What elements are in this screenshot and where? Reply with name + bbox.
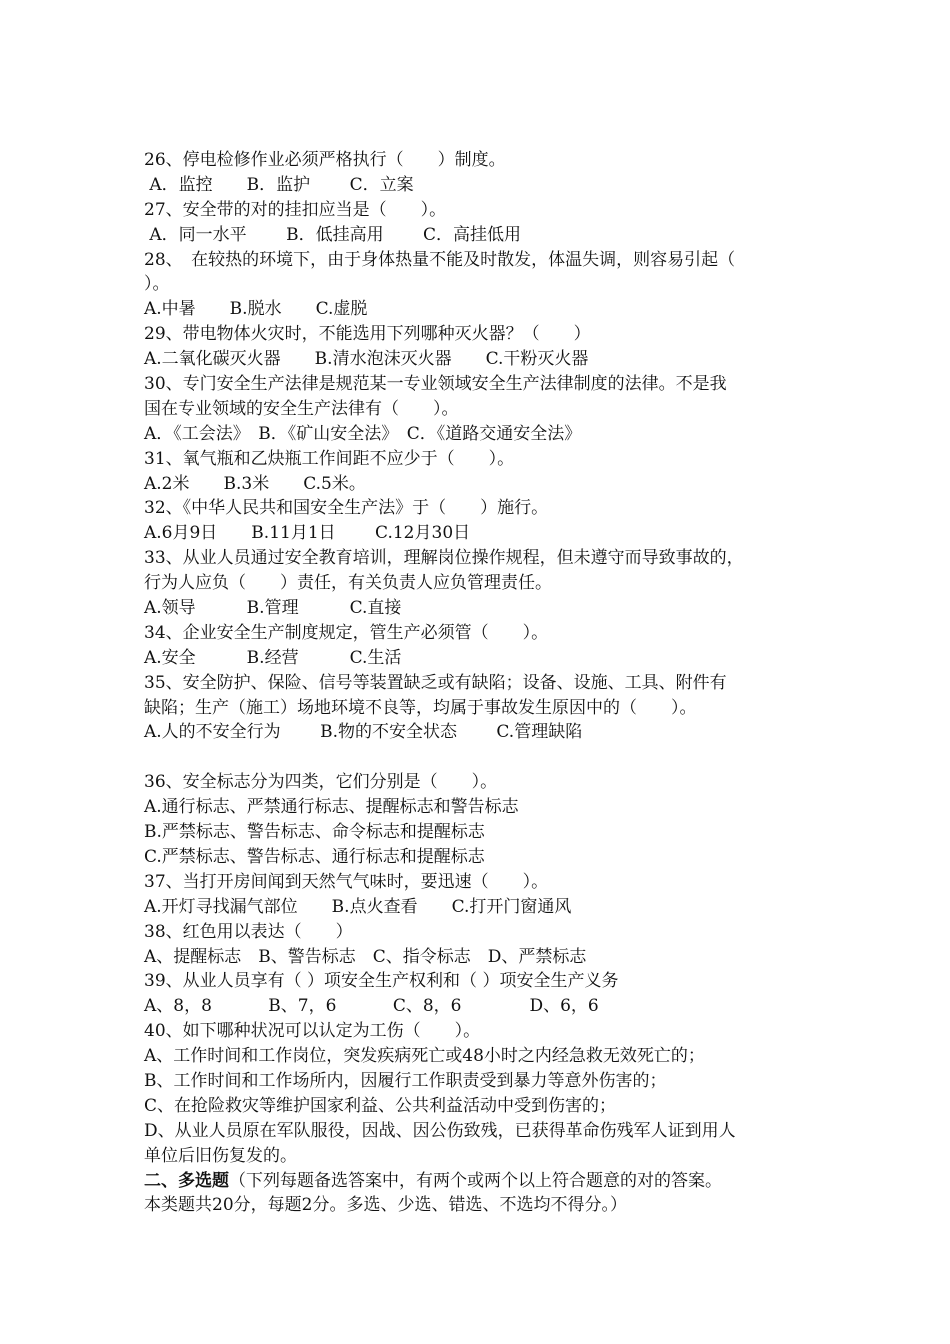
section-2-instruction-cont: 本类题共20分，每题2分。多选、少选、错选、不选均不得分。） (144, 1195, 627, 1216)
text-line: 28、 在较热的环境下，由于身体热量不能及时散发，体温失调，则容易引起（ (144, 249, 736, 270)
text-line: D、从业人员原在军队服役，因战、因公伤致残，已获得革命伤残军人证到用人 (144, 1120, 736, 1141)
text-line: A．《工会法》 B．《矿山安全法》 C．《道路交通安全法》 (144, 423, 582, 444)
section-2-instruction: （下列每题备选答案中，有两个或两个以上符合题意的对的答案。 (229, 1170, 722, 1191)
text-line: 36、安全标志分为四类，它们分别是（ ）。 (144, 772, 498, 793)
questions-block-26-35 (144, 148, 814, 745)
questions-block-36-40 (144, 770, 814, 1168)
text-line: 35、安全防护、保险、信号等装置缺乏或有缺陷；设备、设施、工具、附件有 (144, 672, 727, 693)
text-line: 行为人应负（ ）责任，有关负责人应负管理责任。 (144, 573, 552, 594)
text-line: A.领导 B.管理 C.直接 (144, 598, 402, 619)
text-line: 38、红色用以表达（ ） (144, 921, 353, 942)
text-line: B、工作时间和工作场所内，因履行工作职责受到暴力等意外伤害的； (144, 1070, 667, 1091)
text-line: A.中暑 B.脱水 C.虚脱 (144, 299, 368, 320)
text-line: B.严禁标志、警告标志、命令标志和提醒标志 (144, 822, 485, 843)
text-line: A．监控 B．监护 C．立案 (144, 174, 414, 195)
text-line: 30、专门安全生产法律是规范某一专业领域安全生产法律制度的法律。不是我 (144, 374, 727, 395)
text-line: 31、氧气瓶和乙炔瓶工作间距不应少于（ ）。 (144, 448, 515, 469)
text-line: A.2米 B.3米 C.5米。 (144, 473, 366, 494)
text-line: 40、如下哪种状况可以认定为工伤（ ）。 (144, 1021, 481, 1042)
text-line: A.二氧化碳灭火器 B.清水泡沫灭火器 C.干粉灭火器 (144, 349, 589, 370)
text-line: A.6月9日 B.11月1日 C.12月30日 (144, 523, 471, 544)
text-line: 29、带电物体火灾时，不能选用下列哪种灭火器？（ ） (144, 324, 591, 345)
section-2-heading-line (144, 1169, 814, 1194)
text-line: 27、安全带的对的挂扣应当是（ ）。 (144, 199, 447, 220)
text-line: A.人的不安全行为 B.物的不安全状态 C.管理缺陷 (144, 722, 583, 743)
text-line: A.开灯寻找漏气部位 B.点火查看 C.打开门窗通风 (144, 896, 572, 917)
section-2-title: 二、多选题 (144, 1170, 229, 1191)
text-line: A.安全 B.经营 C.生活 (144, 647, 402, 668)
text-line: C、在抢险救灾等维护国家利益、公共利益活动中受到伤害的； (144, 1095, 617, 1116)
text-line: 单位后旧伤复发的。 (144, 1145, 297, 1166)
text-line: A.通行标志、严禁通行标志、提醒标志和警告标志 (144, 797, 519, 818)
text-line: 37、当打开房间闻到天然气气味时，要迅速（ ）。 (144, 871, 549, 892)
text-line: 39、从业人员享有（ ）项安全生产权利和（ ）项安全生产义务 (144, 971, 619, 992)
blank-line (144, 745, 814, 770)
document-page (144, 148, 814, 1218)
text-line: C.严禁标志、警告标志、通行标志和提醒标志 (144, 846, 485, 867)
text-line: 国在专业领域的安全生产法律有（ ）。 (144, 398, 459, 419)
text-line: A、工作时间和工作岗位，突发疾病死亡或48小时之内经急救无效死亡的； (144, 1046, 705, 1067)
text-line: 26、停电检修作业必须严格执行（ ）制度。 (144, 150, 506, 170)
text-line: 缺陷；生产（施工）场地环境不良等，均属于事故发生原因中的（ ）。 (144, 697, 697, 718)
text-line: 32、《中华人民共和国安全生产法》于（ ）施行。 (144, 498, 549, 519)
text-line: 34、企业安全生产制度规定，管生产必须管（ ）。 (144, 622, 549, 643)
text-line: A、提醒标志 B、警告标志 C、指令标志 D、严禁标志 (144, 946, 587, 967)
text-line: ）。 (144, 274, 170, 295)
text-line: A．同一水平 B．低挂高用 C．高挂低用 (144, 224, 521, 245)
text-line: A、8，8 B、7，6 C、8，6 D、6，6 (144, 996, 599, 1017)
text-line: 33、从业人员通过安全教育培训，理解岗位操作规程，但未遵守而导致事故的， (144, 548, 744, 569)
